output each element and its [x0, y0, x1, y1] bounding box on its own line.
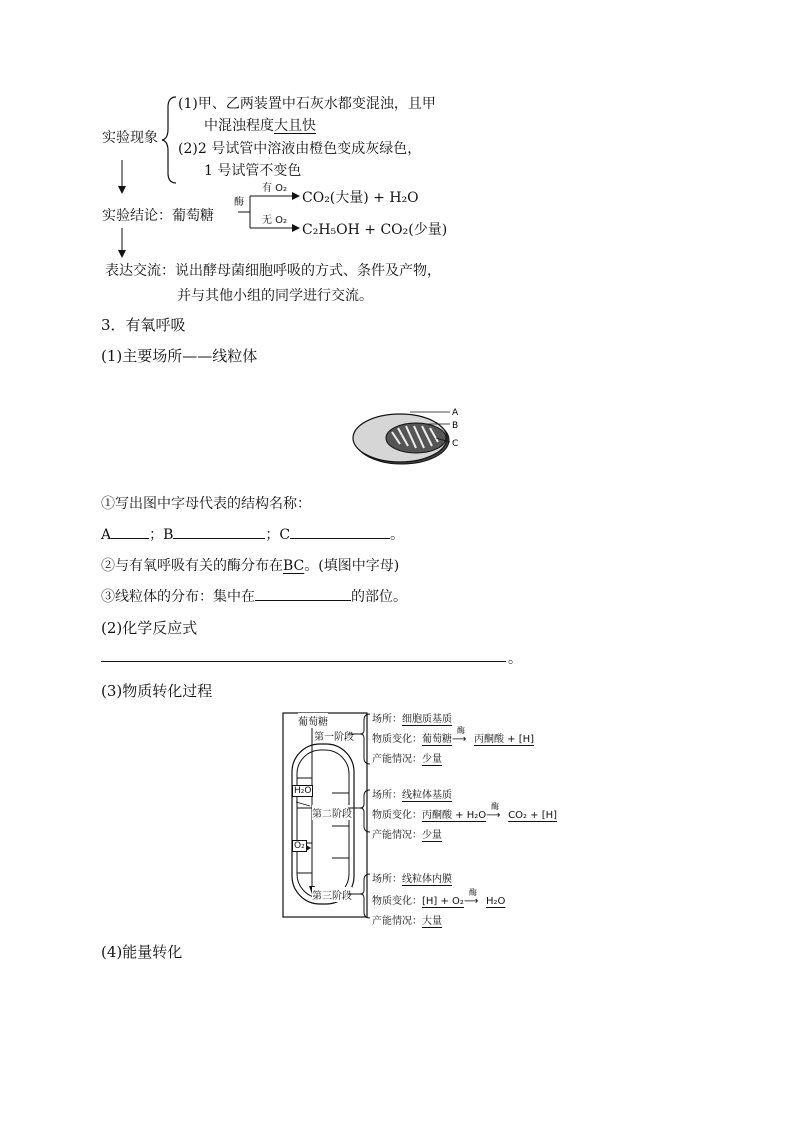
- phenomenon-1-line1: (1)甲、乙两装置中石灰水都变混浊，且甲: [178, 96, 436, 112]
- sub2-heading: (2)化学反应式: [101, 619, 198, 637]
- s2-energy-answer: 少量: [422, 830, 442, 841]
- label-B: B: [452, 421, 459, 431]
- s2-change-b: CO₂ + [H]: [508, 810, 558, 821]
- blank-q3[interactable]: [255, 586, 351, 601]
- blank-B[interactable]: [173, 524, 265, 539]
- diag-stage3: 第三阶段: [312, 887, 352, 902]
- s2-energy-prefix: 产能情况：: [372, 830, 422, 841]
- s1-enzyme: 酶: [457, 726, 465, 735]
- diag-o2: O₂: [294, 841, 305, 851]
- left-brace-phenomenon: [160, 95, 180, 185]
- q1-end: 。: [390, 527, 405, 543]
- q2-text: [101, 555, 399, 575]
- s3-arrow: 酶 ⟶: [463, 888, 479, 907]
- s2-change-a: 丙酮酸 + H₂O: [422, 810, 487, 821]
- label-A: A: [452, 408, 459, 418]
- down-arrow-2: [115, 228, 129, 260]
- phenomenon-1-prefix: 中混浊程度: [204, 118, 274, 134]
- diagram-connectors: [348, 708, 374, 928]
- s1-place-prefix: 场所：: [372, 714, 402, 725]
- s3-energy-answer: 大量: [422, 916, 442, 927]
- without-o2-label: 无 O₂: [262, 215, 288, 226]
- s1-change-a: 葡萄糖: [422, 734, 452, 745]
- s3-change-prefix: 物质变化：: [372, 896, 422, 907]
- with-o2-label: 有 O₂: [262, 183, 288, 194]
- exchange-line1: 表达交流：说出酵母菌细胞呼吸的方式、条件及产物，: [105, 263, 441, 279]
- s3-change: [372, 888, 506, 907]
- down-arrow-1: [115, 160, 129, 196]
- s2-place: [372, 786, 452, 801]
- section3-heading: 3．有氧呼吸: [101, 316, 186, 334]
- q2-prefix: ②与有氧呼吸有关的酶分布在: [101, 558, 283, 574]
- s2-energy: [372, 826, 442, 841]
- phenomenon-2-line1: (2)2 号试管中溶液由橙色变成灰绿色，: [178, 141, 422, 157]
- phenomenon-2-line2: 1 号试管不变色: [204, 163, 302, 179]
- exchange-line2: 并与其他小组的同学进行交流。: [177, 288, 373, 304]
- s3-change-a: [H] + O₂: [422, 896, 464, 907]
- blank-C[interactable]: [290, 524, 390, 539]
- q1-B-label: ；B: [149, 527, 174, 543]
- q1-A-label: A: [101, 527, 112, 543]
- phenomenon-1-answer: 大且快: [274, 118, 316, 134]
- diag-glucose: 葡萄糖: [298, 713, 328, 728]
- s2-arrow: 酶 ⟶: [486, 802, 501, 821]
- s2-place-prefix: 场所：: [372, 790, 402, 801]
- label-C: C: [452, 439, 459, 449]
- s1-place-answer: 细胞质基质: [402, 714, 452, 725]
- s3-place: [372, 870, 452, 885]
- s1-change-b: 丙酮酸 + [H]: [474, 734, 535, 745]
- s2-place-answer: 线粒体基质: [402, 790, 452, 801]
- q1-text: ①写出图中字母代表的结构名称：: [101, 496, 311, 512]
- s1-arrow: 酶 ⟶: [452, 726, 467, 745]
- s3-place-prefix: 场所：: [372, 874, 402, 885]
- s1-place: [372, 710, 452, 725]
- s1-energy: [372, 750, 442, 765]
- q2-answer: BC: [283, 558, 305, 574]
- blank-A[interactable]: [111, 524, 149, 539]
- q3-suffix: 的部位。: [351, 589, 407, 605]
- s1-change-prefix: 物质变化：: [372, 734, 422, 745]
- anaerobic-products: C₂H₅OH + CO₂(少量): [302, 222, 448, 238]
- s3-energy-prefix: 产能情况：: [372, 916, 422, 927]
- s3-energy: [372, 912, 442, 927]
- q2-suffix: 。(填图中字母): [304, 558, 400, 574]
- sub4-heading: (4)能量转化: [101, 943, 183, 961]
- equation-end: 。: [508, 651, 522, 667]
- diag-stage2: 第二阶段: [312, 805, 352, 820]
- s2-enzyme: 酶: [491, 802, 500, 811]
- phenomenon-1-line2: [204, 115, 316, 135]
- equation-blank-line[interactable]: [101, 661, 506, 662]
- q3-prefix: ③线粒体的分布：集中在: [101, 589, 255, 605]
- q1-answers: [101, 524, 404, 544]
- phenomenon-label: 实验现象: [102, 130, 158, 146]
- conclusion-enzyme: 酶: [234, 197, 244, 208]
- s1-energy-answer: 少量: [422, 754, 442, 765]
- mitochondrion-figure: [350, 402, 470, 482]
- sub3-heading: (3)物质转化过程: [101, 682, 213, 700]
- q3-text: [101, 586, 407, 606]
- s3-enzyme: 酶: [468, 888, 477, 897]
- diag-stage1: 第一阶段: [314, 728, 354, 743]
- s1-change: [372, 726, 535, 745]
- s1-energy-prefix: 产能情况：: [372, 754, 422, 765]
- conclusion-label: 实验结论：葡萄糖: [102, 208, 214, 224]
- s2-change: [372, 802, 558, 821]
- sub1-heading: (1)主要场所——线粒体: [101, 347, 258, 365]
- diag-h2o: H₂O: [294, 786, 312, 796]
- s2-change-prefix: 物质变化：: [372, 810, 422, 821]
- q1-C-label: ；C: [265, 527, 291, 543]
- s3-change-b: H₂O: [485, 896, 506, 907]
- aerobic-products: CO₂(大量) + H₂O: [302, 190, 419, 206]
- s3-place-answer: 线粒体内膜: [402, 874, 452, 885]
